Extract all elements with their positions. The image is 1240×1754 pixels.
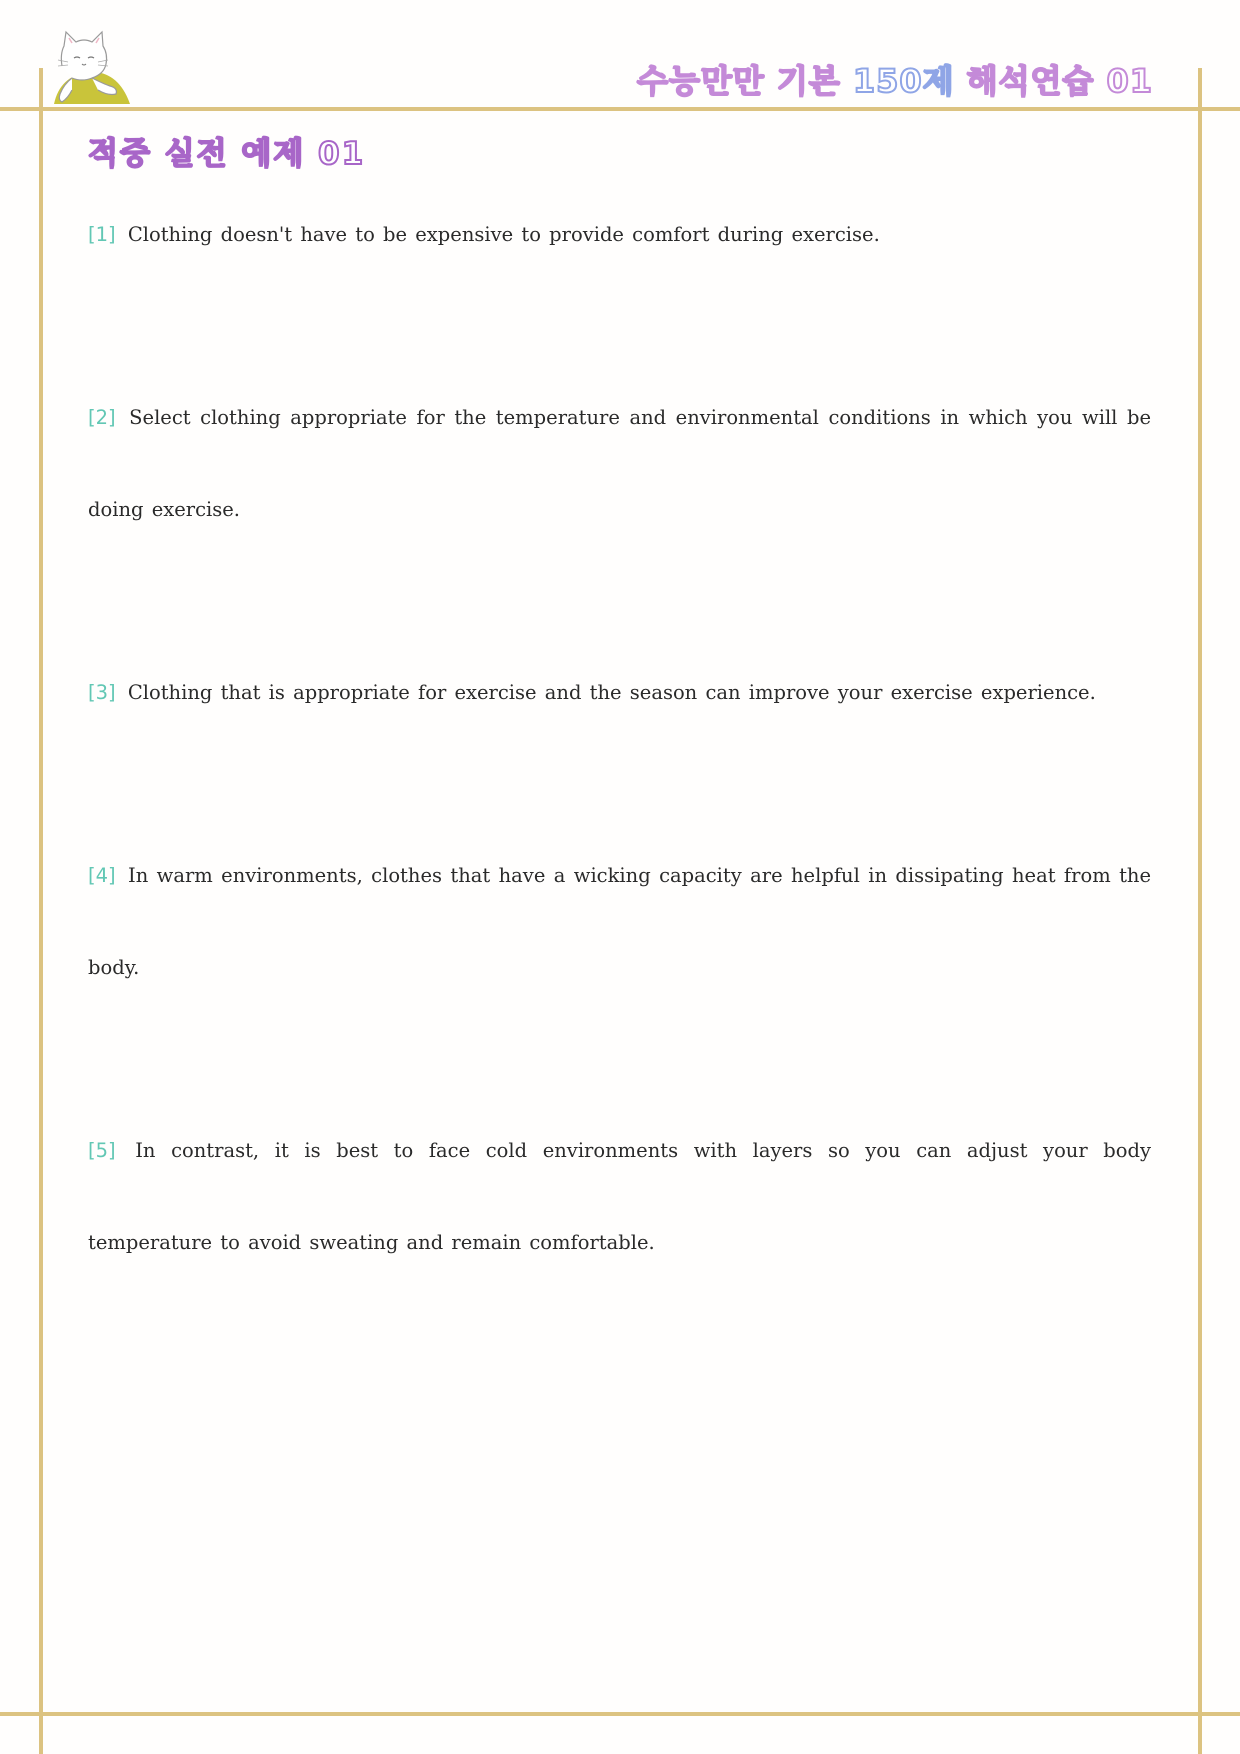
header-title-part3: 해석연습 01 (954, 62, 1153, 100)
page-header-title (637, 56, 1153, 102)
sentence-number: [2] (88, 406, 116, 429)
section-title: 적중 실전 예제 01 (88, 136, 366, 172)
header-title-part1: 수능만만 기본 (637, 62, 853, 100)
sentence-number: [1] (88, 223, 116, 246)
sentence-3 (88, 647, 1151, 739)
header-title-part2: 150제 (852, 62, 955, 100)
sentence-5 (88, 1105, 1151, 1289)
cat-icon (48, 28, 134, 106)
sentence-text: Select clothing appropriate for the temperature and environmental conditions in which you will be doing exercise. (88, 406, 1151, 521)
sentence-text: Clothing that is appropriate for exercise and the season can improve your exercise experience. (127, 681, 1096, 704)
sentence-list (88, 189, 1151, 1289)
sentence-text: Clothing doesn't have to be expensive to provide comfort during exercise. (127, 223, 880, 246)
frame-right-line (1198, 68, 1202, 1754)
sentence-number: [4] (88, 864, 116, 887)
sentence-text: In warm environments, clothes that have a wicking capacity are helpful in dissipating heat from the body. (88, 864, 1151, 979)
sentence-number: [3] (88, 681, 116, 704)
sentence-number: [5] (88, 1139, 116, 1162)
sentence-4 (88, 830, 1151, 1014)
sentence-2 (88, 372, 1151, 556)
frame-left-line (39, 68, 43, 1754)
sentence-1 (88, 189, 1151, 281)
frame-bottom-line (0, 1712, 1240, 1716)
frame-top-line (0, 107, 1240, 111)
sentence-text: In contrast, it is best to face cold environments with layers so you can adjust your body temperature to avoid sweating and remain comfortable. (88, 1139, 1151, 1254)
